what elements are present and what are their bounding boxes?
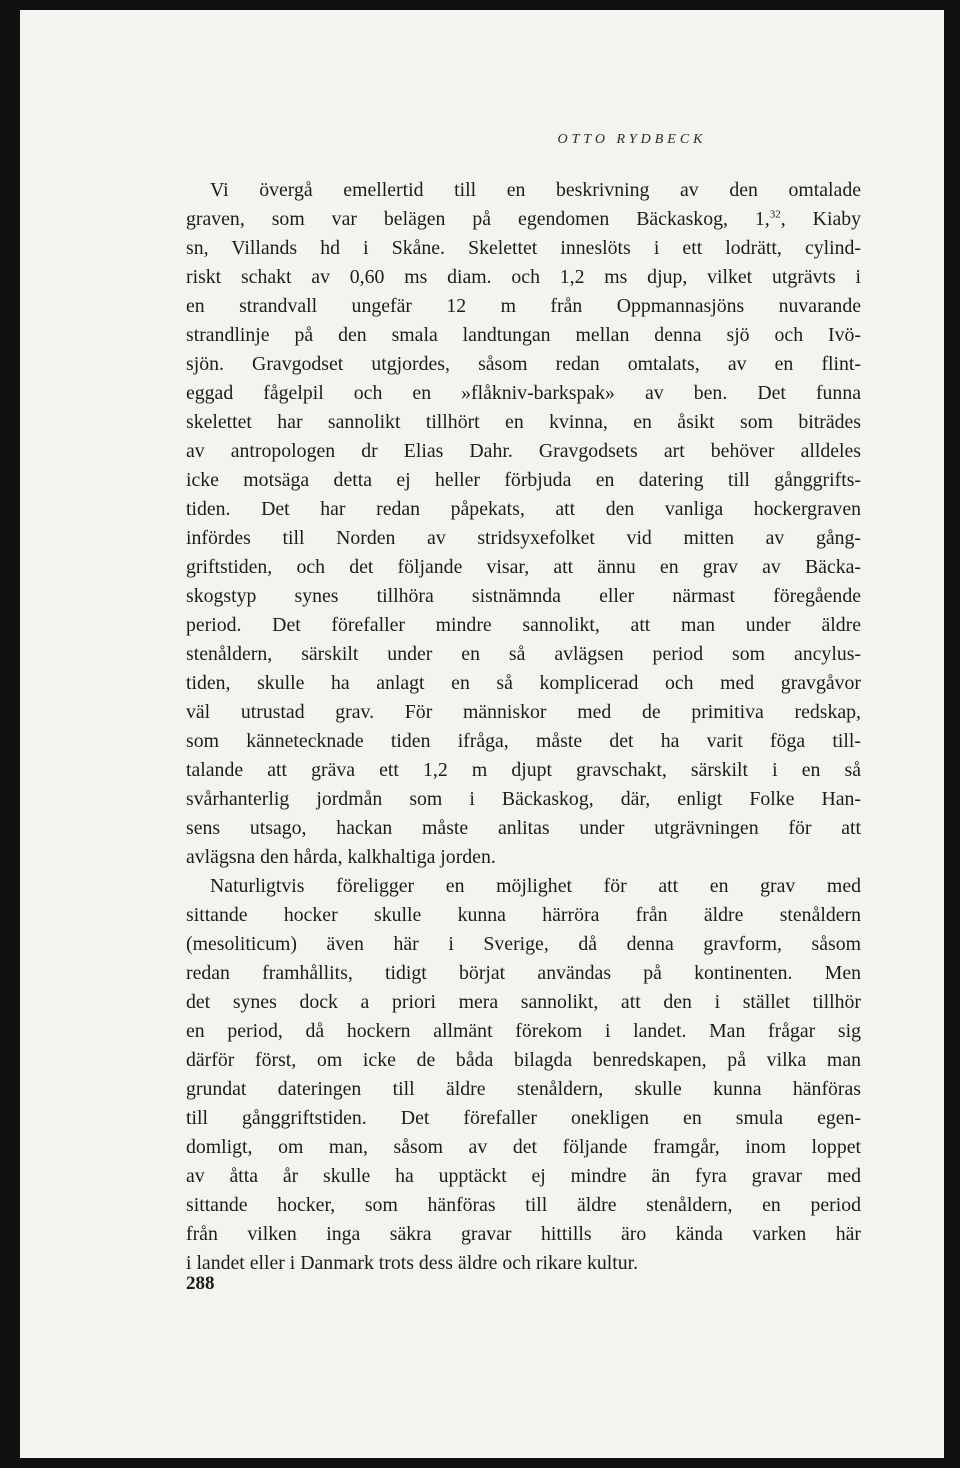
text-line: sjön. Gravgodset utgjordes, såsom redan omtalats, av en flint- [186,353,861,375]
text-line: i landet eller i Danmark trots dess äldre och rikare kultur. [186,1252,639,1274]
text-line: från vilken inga säkra gravar hittills äro kända varken här [186,1223,861,1245]
text-line: period. Det förefaller mindre sannolikt, att man under äldre [186,614,861,636]
text-line: graven, som var belägen på egendomen Bäckaskog, 1,32, Kiaby [186,208,861,230]
text-line: väl utrustad grav. För människor med de primitiva redskap, [186,701,861,723]
text-line: avlägsna den hårda, kalkhaltiga jorden. [186,846,496,868]
body-text [186,176,861,1278]
text-line: grundat dateringen till äldre stenåldern, skulle kunna hänföras [186,1078,861,1100]
text-line: griftstiden, och det följande visar, att ännu en grav av Bäcka- [186,556,861,578]
text-line: strandlinje på den smala landtungan mellan denna sjö och Ivö- [186,324,861,346]
text-line: talande att gräva ett 1,2 m djupt gravschakt, särskilt i en så [186,759,861,781]
page-number: 288 [186,1273,215,1294]
footnote-marker: 32 [769,208,781,221]
text-line: en strandvall ungefär 12 m från Oppmannasjöns nuvarande [186,295,861,317]
text-line: av antropologen dr Elias Dahr. Gravgodsets art behöver alldeles [186,440,861,462]
text-line: skogstyp synes tillhöra sistnämnda eller närmast föregående [186,585,861,607]
text-line: tiden, skulle ha anlagt en så komplicerad och med gravgåvor [186,672,861,694]
text-line: infördes till Norden av stridsyxefolket vid mitten av gång- [186,527,861,549]
text-line: eggad fågelpil och en »flåkniv-barkspak» av ben. Det funna [186,382,861,404]
text-line: sittande hocker skulle kunna härröra från äldre stenåldern [186,904,861,926]
text-line: sn, Villands hd i Skåne. Skelettet inneslöts i ett lodrätt, cylind- [186,237,861,259]
text-line: redan framhållits, tidigt börjat användas på kontinenten. Men [186,962,861,984]
text-line: stenåldern, särskilt under en så avlägsen period som ancylus- [186,643,861,665]
running-head: OTTO RYDBECK [557,132,707,147]
text-line: därför först, om icke de båda bilagda benredskapen, på vilka man [186,1049,861,1071]
text-line: skelettet har sannolikt tillhört en kvinna, en åsikt som biträdes [186,411,861,433]
text-line: det synes dock a priori mera sannolikt, att den i stället tillhör [186,991,861,1013]
footnote-line-suffix: , Kiaby [780,208,861,230]
scanned-page [20,10,944,1458]
text-line: som kännetecknade tiden ifråga, måste det ha varit föga till- [186,730,861,752]
text-line: svårhanterlig jordmån som i Bäckaskog, där, enligt Folke Han- [186,788,861,810]
text-line: Vi övergå emellertid till en beskrivning av den omtalade [210,179,861,201]
paragraph-2 [186,872,861,1278]
paragraph-1 [186,176,861,872]
text-line: Naturligtvis föreligger en möjlighet för att en grav med [210,875,861,897]
text-line: en period, då hockern allmänt förekom i landet. Man frågar sig [186,1020,861,1042]
text-line: till gånggriftstiden. Det förefaller onekligen en smula egen- [186,1107,861,1129]
text-line: sittande hocker, som hänföras till äldre stenåldern, en period [186,1194,861,1216]
text-line: av åtta år skulle ha upptäckt ej mindre än fyra gravar med [186,1165,861,1187]
text-line: (mesoliticum) även här i Sverige, då denna gravform, såsom [186,933,861,955]
text-line: tiden. Det har redan påpekats, att den vanliga hockergraven [186,498,861,520]
text-line: riskt schakt av 0,60 ms diam. och 1,2 ms djup, vilket utgrävts i [186,266,861,288]
text-line: icke motsäga detta ej heller förbjuda en datering till gånggrifts- [186,469,861,491]
text-line: sens utsago, hackan måste anlitas under utgrävningen för att [186,817,861,839]
text-line: domligt, om man, såsom av det följande framgår, inom loppet [186,1136,861,1158]
